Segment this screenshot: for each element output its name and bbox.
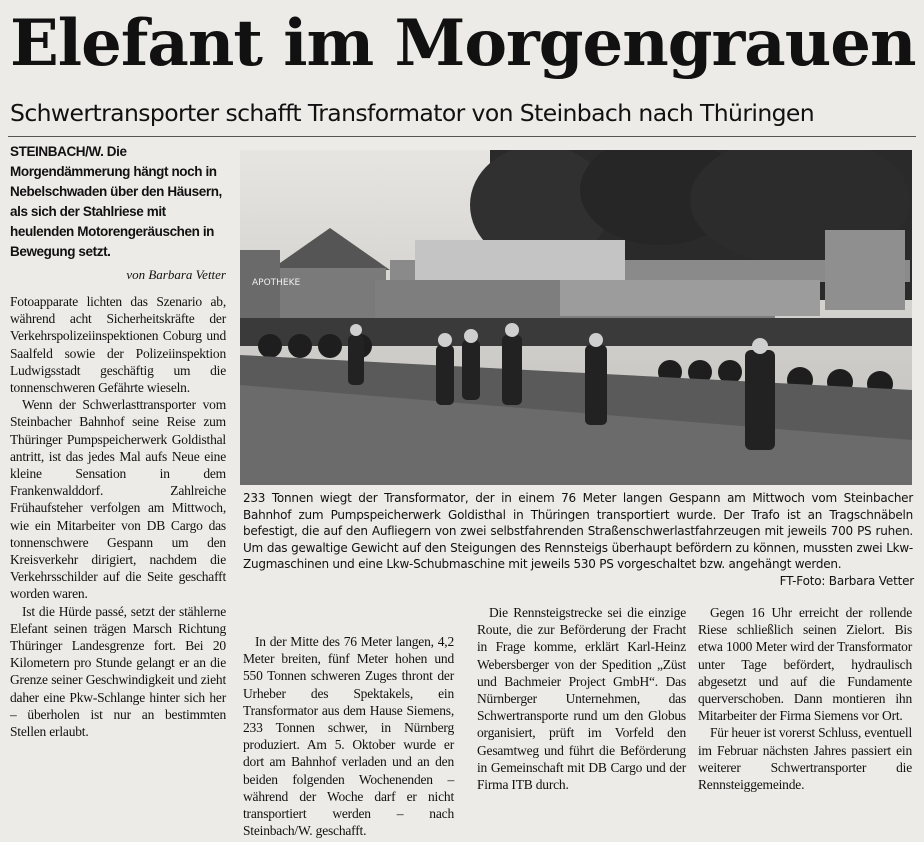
body-paragraph: In der Mitte des 76 Meter langen, 4,2 Meter breiten, fünf Meter hohen und 550 Tonnen schweren Zuges thront der Urheber des Spektakels, ein Transformator aus dem Hause Siemens, 233 Tonnen schwer, in Nürnberg produziert. Am 5. Oktober wurde er dort am Bahnhof verladen und an den beiden folgenden Wochenenden – während der Woche darf er nicht transportiert werden – nach Steinbach/W. geschafft. — [243, 634, 454, 839]
body-paragraph: Die Rennsteigstrecke sei die einzige Route, die zur Beförderung der Fracht in Frage komme, erklärt Karl-Heinz Webersberger von der Spedition „Züst und Bachmeier Project GmbH“. Das Nürnberger Unternehmen, das Schwertransporte rund um den Globus organisiert, prüft im Vorfeld den Gesamtweg und führt die Beförderung in Gemeinschaft mit DB Cargo und der Firma ITB durch. — [477, 605, 686, 793]
sign-text: APOTHEKE — [252, 278, 301, 288]
body-paragraph: Fotoapparate lichten das Szenario ab, während acht Sicherheitskräfte der Verkehrspolizeiinspektionen Coburg und Saalfeld sowie der Polizeiinspektion Ludwigsstadt geschäftig um die tonnenschweren Gefährte wieseln. — [10, 294, 226, 396]
article-column-3 — [477, 604, 686, 793]
body-paragraph: Gegen 16 Uhr erreicht der rollende Riese schließlich seinen Zielort. Bis etwa 1000 Meter wird der Transformator unter Tage befördert, hydraulisch abgesetzt und auf die Fundamente querverschoben. Dann montieren ihn Mitarbeiter der Firma Siemens vor Ort. — [698, 605, 912, 724]
headline: Elefant im Morgengrauen — [10, 6, 916, 81]
article-column-1 — [10, 293, 226, 740]
news-photo — [240, 150, 912, 485]
subheadline: Schwertransporter schafft Transformator von Steinbach nach Thüringen — [10, 99, 815, 127]
body-paragraph: Für heuer ist vorerst Schluss, eventuell im Februar nächsten Jahres passiert ein weiterer Schwertransporter die Rennsteiggemeinde. — [698, 725, 912, 793]
divider — [8, 136, 916, 137]
photo-credit: FT-Foto: Barbara Vetter — [779, 574, 914, 588]
body-paragraph: Wenn der Schwerlasttransporter vom Steinbacher Bahnhof seine Reise zum Thüringer Pumpspeicherwerk Goldisthal antritt, ist das jedes Mal aufs Neue eine kleine Sensation in dem Frankenwalddorf. Zahlreiche Frühaufsteher verfolgen am Mittwoch, wie ein Mitarbeiter von DB Cargo das tonnenschwere Gespann um den Kreisverkehr dirigiert, nachdem die Verkehrsschilder auf die Seite geschafft worden waren. — [10, 397, 226, 602]
lead-paragraph: STEINBACH/W. Die Morgendämmerung hängt noch in Nebelschwaden über den Häusern, als sich der Stahlriese mit heulenden Motorengeräuschen in Bewegung setzt. — [10, 144, 222, 259]
article-column-2 — [243, 633, 454, 839]
photo-caption: 233 Tonnen wiegt der Transformator, der in einem 76 Meter langen Gespann am Mittwoch vom Steinbacher Bahnhof zum Pumpspeicherwerk Goldisthal in Thüringen transportiert wurde. Der Trafo ist an Tragschnäbeln befestigt, die auf den Aufliegern von zwei selbstfahrenden Straßenschwerlastfahrzeugen mit jeweils 700 PS ruhen. Um das gewaltige Gewicht auf den Steigungen des Rennsteigs überhaupt befördern zu können, mussten zwei Lkw-Zugmaschinen und eine Lkw-Schubmaschine mit jeweils 530 PS vorgeschaltet bzw. angehängt werden. — [243, 491, 913, 572]
article-column-4 — [698, 604, 912, 793]
byline: von Barbara Vetter — [126, 267, 226, 282]
body-paragraph: Ist die Hürde passé, setzt der stählerne Elefant seinen trägen Marsch Richtung Thüringer Landesgrenze fort. Bei 20 Kilometern pro Stunde gelangt er an die Grenze seiner Geschwindigkeit und zieht daher eine Pkw-Schlange hinter sich her – überholen ist nur an bestimmten Stellen erlaubt. — [10, 603, 226, 740]
